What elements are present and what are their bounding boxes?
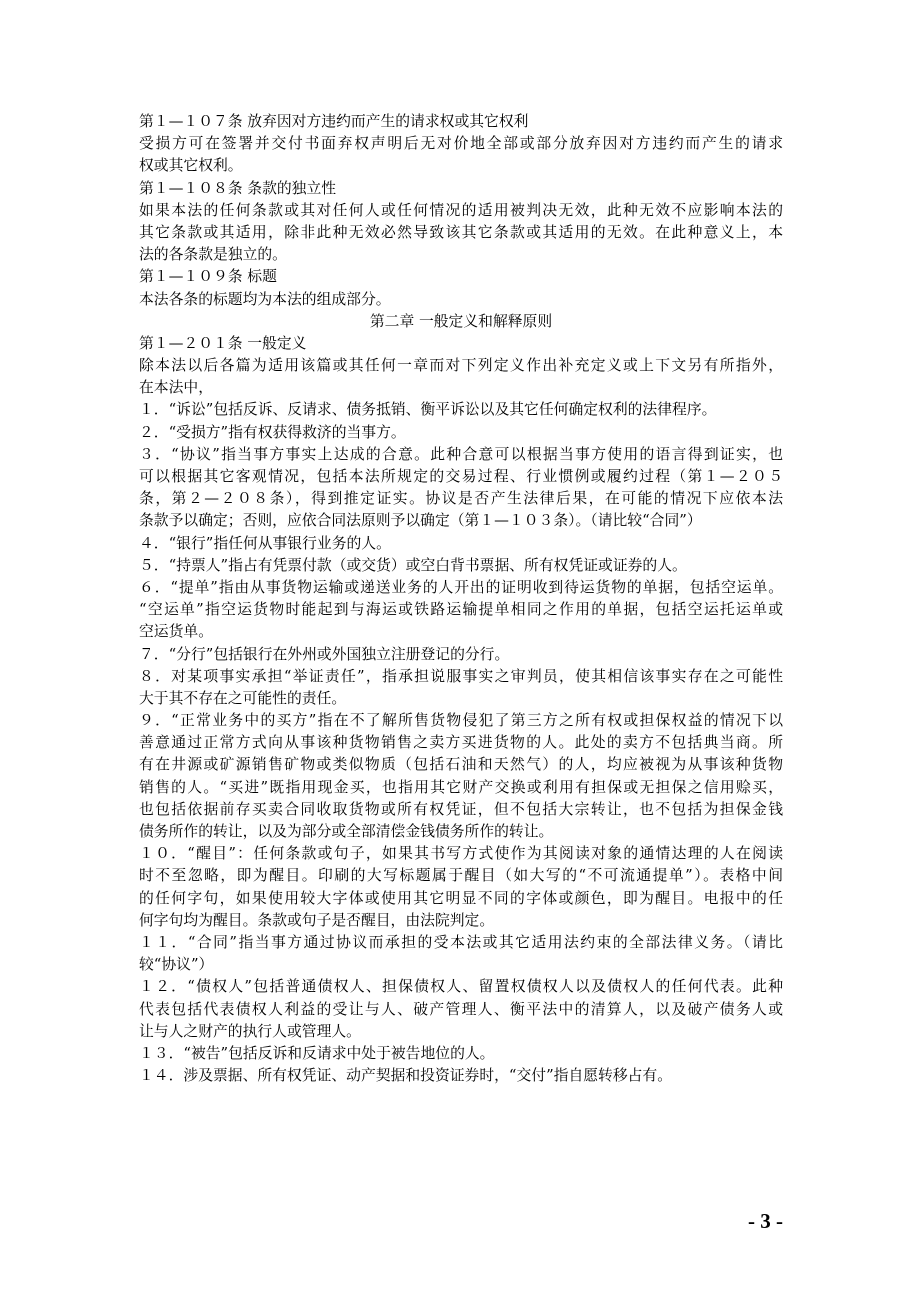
definition-item-5: ５．“持票人”指占有凭票付款（或交货）或空白背书票据、所有权凭证或证券的人。 [139,556,687,574]
definition-item-14: １４．涉及票据、所有权凭证、动产契据和投资证券时，“交付”指自愿转移占有。 [139,1067,673,1085]
section-heading-1-109: 第１—１０９条 标题 [139,268,277,286]
definition-item-1: １．“诉讼”包括反诉、反请求、债务抵销、衡平诉讼以及其它任何确定权利的法律程序。 [139,401,717,419]
paragraph-line: 债务所作的转让，以及为部分或全部清偿金钱债务所作的转让。 [139,823,554,840]
section-heading-1-107: 第１—１０７条 放弃因对方违约而产生的请求权或其它权利 [139,113,529,130]
paragraph-line: 权或其它权利。 [139,157,243,175]
section-heading-1-201: 第１—２０１条 一般定义 [139,334,307,352]
definition-item-9: ９．“正常业务中的买方”指在不了解所售货物侵犯了第三方之所有权或担保权益的情况下以 [139,712,783,730]
paragraph-line: 受损方可在签署并交付书面弃权声明后无对价地全部或部分放弃因对方违约而产生的请求 [139,135,783,153]
paragraph-line: 在本法中， [139,379,213,397]
definition-item-2: ２．“受损方”指有权获得救济的当事方。 [139,423,406,441]
definition-item-12: １２．“债权人”包括普通债权人、担保债权人、留置权债权人以及债权人的任何代表。此种 [139,978,783,996]
definition-item-4: ４．“银行”指任何从事银行业务的人。 [139,534,391,552]
paragraph-line: 条款予以确定；否则，应依合同法原则予以确定（第１—１０３条）。（请比较“合同”） [139,512,702,530]
paragraph-line: 空运货单。 [139,623,213,641]
paragraph-line: 销售的人。“买进”既指用现金买，也指用其它财产交换或利用有担保或无担保之信用赊买， [139,778,783,796]
definition-item-10: １０．“醒目”：任何条款或句子，如果其书写方式使作为其阅读对象的通情达理的人在阅读 [139,845,783,863]
paragraph-line: 代表包括代表债权人利益的受让与人、破产管理人、衡平法中的清算人，以及破产债务人或 [139,1000,783,1018]
paragraph-line: 有在井源或矿源销售矿物或类似物质（包括石油和天然气）的人，均应被视为从事该种货物 [139,756,783,774]
definition-item-13: １３．“被告”包括反诉和反请求中处于被告地位的人。 [139,1044,495,1062]
paragraph-line: 时不至忽略，即为醒目。印刷的大写标题属于醒目（如大写的“不可流通提单”）。表格中间 [139,867,783,885]
definition-item-3: ３．“协议”指当事方事实上达成的合意。此种合意可以根据当事方使用的语言得到证实，也 [139,445,783,463]
section-heading-1-108: 第１—１０８条 条款的独立性 [139,179,337,197]
paragraph-line: 也包括依据前存买卖合同收取货物或所有权凭证，但不包括大宗转让，也不包括为担保金钱 [139,800,783,818]
paragraph-line: “空运单”指空运货物时能起到与海运或铁路运输提单相同之作用的单据，包括空运托运单或 [139,601,783,619]
paragraph-line: 条，第２—２０８条），得到推定证实。协议是否产生法律后果，在可能的情况下应依本法 [139,490,783,508]
paragraph-line: 如果本法的任何条款或其对任何人或任何情况的适用被判决无效，此种无效不应影响本法的 [139,201,783,219]
page-number: - 3 - [748,1209,783,1233]
paragraph-line: 让与人之财产的执行人或管理人。 [139,1022,361,1040]
paragraph-line: 法的各条款是独立的。 [139,246,287,264]
paragraph-line: 可以根据其它客观情况，包括本法所规定的交易过程、行业惯例或履约过程（第１—２０５ [139,468,783,485]
paragraph-line: 大于其不存在之可能性的责任。 [139,689,347,707]
paragraph-line: 本法各条的标题均为本法的组成部分。 [139,290,391,308]
paragraph-line: 其它条款或其适用，除非此种无效必然导致该其它条款或其适用的无效。在此种意义上，本 [139,223,783,241]
definition-item-11: １１．“合同”指当事方通过协议而承担的受本法或其它适用法约束的全部法律义务。（请比 [139,933,783,951]
chapter-heading: 第二章 一般定义和解释原则 [369,312,553,330]
paragraph-line: 较“协议”） [139,956,214,974]
definition-item-7: ７．“分行”包括银行在外州或外国独立注册登记的分行。 [139,645,510,663]
paragraph-line: 善意通过正常方式向从事该种货物销售之卖方买进货物的人。此处的卖方不包括典当商。所 [139,734,783,752]
definition-item-8: ８．对某项事实承担“举证责任”，指承担说服事实之审判员，使其相信该事实存在之可能性 [139,667,783,685]
paragraph-line: 何字句均为醒目。条款或句子是否醒目，由法院判定。 [139,911,495,929]
paragraph-line: 的任何字句，如果使用较大字体或使用其它明显不同的字体或颜色，即为醒目。电报中的任 [139,889,783,907]
document-body [139,111,783,1087]
paragraph-line: 除本法以后各篇为适用该篇或其任何一章而对下列定义作出补充定义或上下文另有所指外， [139,357,783,375]
definition-item-6: ６．“提单”指由从事货物运输或递送业务的人开出的证明收到待运货物的单据，包括空运单。 [139,578,783,596]
